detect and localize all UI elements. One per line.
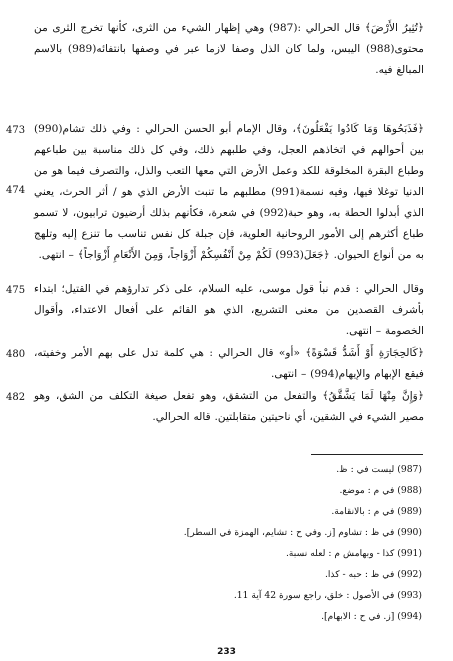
paragraph-number: 475: [6, 285, 26, 296]
paragraph-number: 473: [6, 125, 26, 136]
footnote: (988) في م : موضع.: [339, 485, 422, 496]
paragraph-text: ﴿فَذَبَحُوهَا وَمَا كَادُوا يَفْعَلُونَ﴾، وقال الإمام أبو الحسن الحرالي : وفي ذلك تشام(990) بين أحوالهم في اتخاذهم العجل، وفي طلبهم ذلك، وفي كل ذلك مناسبة بين طباعهم وطباع البقرة المخلوقة للكد وعمل الأرض التي معها التعب والذل، والتصرف فيما هو من الدنيا توغلا فيها، وفيه نسمة(991) مطلبهم ما تنبت الأرض الذي هو / أثر الحرث، يعني الذي أبدلوا الحطة به، وهو حبة(992) في شعرة، فكأنهم بذلك أرضيون ترابيون، لا تسمو طباع أكثرهم إلى الأمور الروحانية العلوية، فإن جبلة كل نفس تناسب ما تنزع إليه وتلهج به من أنواع الحيوان. ﴿جَعَلَ(993) لَكُمْ مِنْ أَنْفُسِكُمْ أَزْوَاجاً، وَمِنَ الأَنْعَامِ أَزْوَاجاً﴾ – انتهى.: [34, 123, 424, 261]
footnote-separator: [311, 454, 423, 455]
paragraph-482: [34, 386, 424, 428]
page-number: 233: [217, 647, 236, 657]
footnote: (994) [ز. في ح : الابهام].: [321, 611, 422, 622]
footnote: (992) في ظ : حبه - كذا.: [324, 569, 422, 580]
paragraph-number: 482: [6, 392, 26, 403]
paragraph-text: ﴿كَالحِجَارَةِ أَوْ أَشَدُّ قَسْوَةً﴾ «أو» قال الحرالي : هي كلمة تدل على بهم الأمر وخفيته، فيقع الإبهام والإيهام(994) – انتهى.: [34, 347, 424, 380]
paragraph-480: [34, 343, 424, 385]
footnote: (990) في ظ : تشاوم [ز. وفي ح : تشايم، الهمزة في السطر].: [183, 527, 422, 538]
footnote: (991) كذا - وبهامش م : لعله نسبة.: [285, 548, 422, 559]
paragraph-intro: [34, 18, 424, 81]
paragraph-text: وقال الحرالي : قدم نبأ قول موسى، عليه السلام، على ذكر تدارؤهم في القتيل؛ ابتداء بأشرف القصدين من معنى التشريع، الذي هو القائم على أفعال الاعتداء، وأقوال الخصومة – انتهى.: [34, 283, 424, 337]
footnote: (989) في م : بالانقامة.: [331, 506, 422, 517]
paragraph-475: [34, 279, 424, 342]
paragraph-473: [34, 119, 424, 266]
paragraph-number: 480: [6, 349, 26, 360]
paragraph-text: ﴿تُثِيرُ الأَرْضَ﴾ قال الحرالي :(987) وهي إظهار الشيء من الثرى، كأنها تخرج الثرى من محتوى(988) اليبس، ولما كان الذل وصفا لازما عبر في وصفها بانتفائه(989) بالاسم المبالغ فيه.: [34, 22, 424, 76]
footnote: (987) ليست في : ظ.: [336, 464, 422, 475]
paragraph-number: 474: [6, 185, 26, 196]
footnote: (993) في الأصول : خلق، راجع سورة 42 آية 11.: [233, 590, 422, 601]
paragraph-text: ﴿وَإِنَّ مِنْهَا لَمَا يَشَّقَّقُ﴾ والتفعل من التشقق، وهو تفعل صيغة التكلف من الشق، وهو مصير الشيء في الشقين، أي ناحيتين متقابلتين. قاله الحرالي.: [34, 390, 424, 423]
